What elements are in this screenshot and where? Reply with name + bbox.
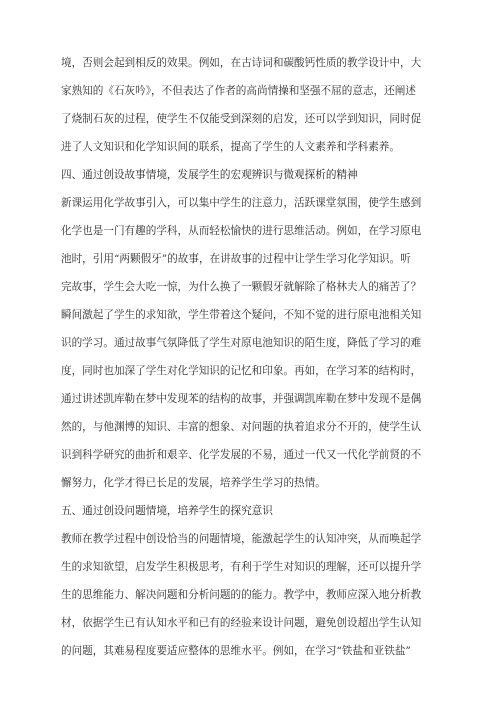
paragraph-2-line-5: 瞬间激起了学生的求知欲，学生带着这个疑问，不知不觉的进行原电池相关知: [61, 309, 422, 321]
paragraph-3-line-1: 教师在教学过程中创设恰当的问题情境，能激起学生的认知冲突，从而唤起学: [61, 533, 422, 545]
paragraph-2-line-10: 识到科学研究的曲折和艰辛、化学发展的不易，通过一代又一代化学前贤的不: [61, 449, 422, 461]
paragraph-2-line-7: 度，同时也加深了学生对化学知识的记忆和印象。再如，在学习苯的结构时，: [61, 365, 422, 377]
paragraph-2-line-6: 识的学习。通过故事气氛降低了学生对原电池知识的陌生度，降低了学习的难: [61, 337, 422, 349]
paragraph-2-line-4: 完故事，学生会大吃一惊，为什么换了一颗假牙就解除了格林夫人的痛苦了？: [61, 281, 422, 293]
paragraph-2-line-1: 新课运用化学故事引入，可以集中学生的注意力，活跃课堂氛围，使学生感到: [61, 197, 422, 209]
paragraph-2-line-2: 化学也是一门有趣的学科，从而轻松愉快的进行思维活动。例如，在学习原电: [61, 225, 422, 237]
paragraph-3-line-4: 材，依据学生已有认知水平和已有的经验来设计问题，避免创设超出学生认知: [61, 617, 422, 629]
paragraph-1-line-2: 家熟知的《石灰吟》，不但表达了作者的高尚情操和坚强不屈的意志，还阐述: [61, 85, 416, 97]
paragraph-2-line-8: 通过讲述凯库勒在梦中发现苯的结构的故事，并强调凯库勒在梦中发现不是偶: [61, 393, 422, 405]
paragraph-2-line-11: 懈努力，化学才得已长足的发展，培养学生学习的热情。: [61, 477, 326, 489]
paragraph-3-line-5: 的问题，其难易程度要适应整体的思维水平。例如，在学习“铁盐和亚铁盐”: [61, 645, 411, 657]
paragraph-3-line-2: 生的求知欲望，启发学生积极思考，有利于学生对知识的理解，还可以提升学: [61, 561, 422, 573]
paragraph-2-line-9: 然的，与他渊博的知识、丰富的想象、对问题的执着追求分不开的，使学生认: [61, 421, 422, 433]
paragraph-1-line-3: 了烧制石灰的过程，使学生不仅能受到深刻的启发，还可以学到知识，同时促: [61, 113, 422, 125]
paragraph-3-line-3: 生的思维能力、解决问题和分析问题的的能力。教学中，教师应深入地分析教: [61, 589, 422, 601]
section-heading-4: 四、通过创设故事情境，发展学生的宏观辨识与微观探析的精神: [61, 169, 358, 181]
section-heading-5: 五、通过创设问题情境，培养学生的探究意识: [61, 505, 273, 517]
paragraph-2-line-3: 池时，引用“两颗假牙”的故事，在讲故事的过程中让学生学习化学知识。听: [61, 253, 411, 265]
paragraph-1-line-1: 境，否则会起到相反的效果。例如，在古诗词和碳酸钙性质的教学设计中，大: [61, 57, 422, 69]
paragraph-1-line-4: 进了人文知识和化学知识间的联系，提高了学生的人文素养和学科素养。: [61, 141, 400, 153]
